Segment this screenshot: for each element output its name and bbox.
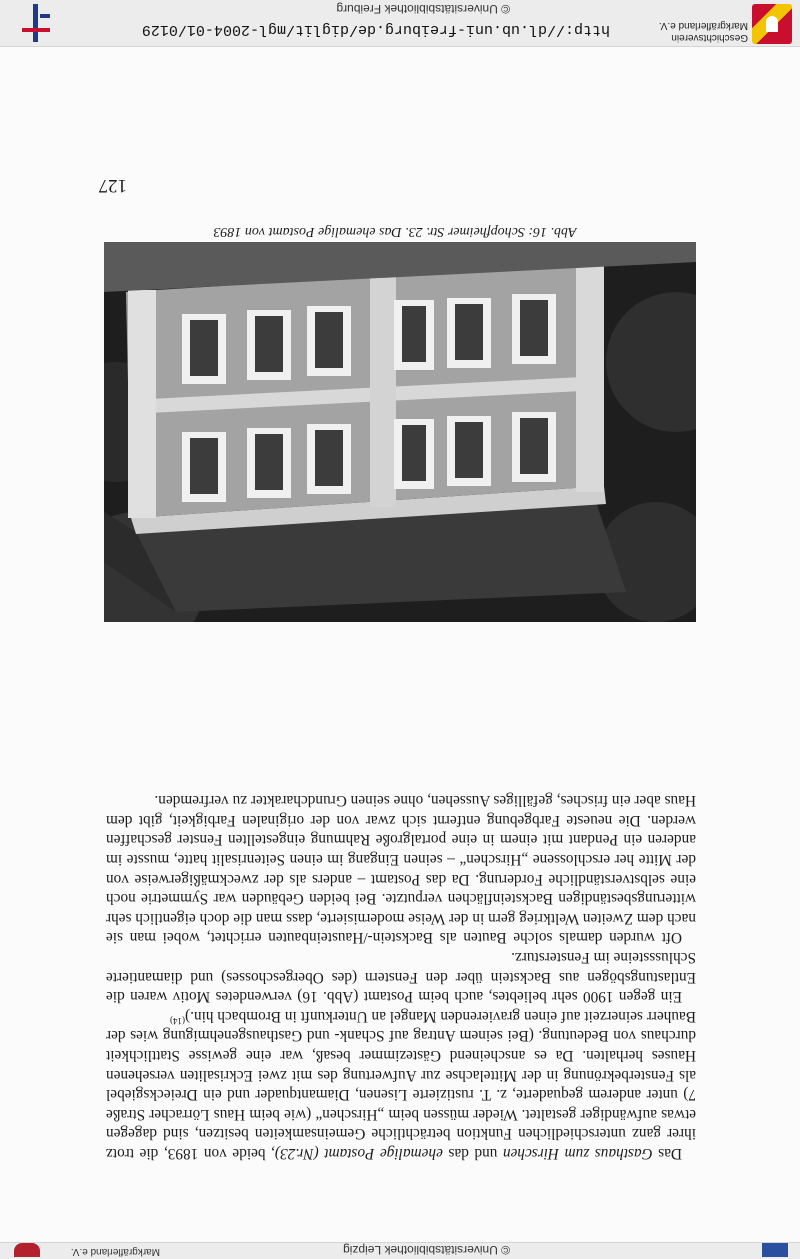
society-crest-icon [752, 4, 792, 44]
figure-photo-postamt [104, 242, 696, 622]
text-run: Das [652, 1145, 682, 1162]
top-repository-strip [0, 1242, 800, 1259]
permalink-url[interactable]: http://dl.ub.uni-freiburg.de/diglit/mgl-2004-01/0129 [141, 21, 610, 38]
footer-copyright: © Universitätsbibliothek Freiburg [336, 2, 510, 16]
text-run: Gasthaus zum Hirschen [502, 1145, 653, 1162]
text-run: ehemalige Postamt (Nr.23) [274, 1145, 443, 1162]
body-paragraph [106, 1006, 696, 1163]
text-run: und das [442, 1145, 503, 1162]
society-line-2: Markgräflerland e.V. [658, 20, 748, 31]
text-run: Ein gegen 1900 sehr beliebtes, auch beim Postamt (Abb. 16) verwendetes Motiv waren die Entlastungsbögen aus Backstein über den Fenstern (des Obergeschosses) und diamantierte Schlusssteine im Fenstersturz. [106, 949, 696, 1006]
page-number: 127 [98, 175, 127, 196]
society-line-1: Geschichtsverein [671, 32, 748, 43]
body-text [106, 791, 696, 1163]
body-paragraph [106, 947, 696, 1006]
footnote-marker: (14) [170, 1015, 186, 1026]
society-crest-icon [14, 1243, 40, 1257]
bottom-repository-strip [0, 0, 800, 47]
university-library-logo-icon [22, 4, 50, 42]
header-society: Markgräflerland e.V. [70, 1246, 160, 1257]
figure-caption [200, 223, 590, 239]
header-copyright: © Universitätsbibliothek Leipzig [343, 1243, 510, 1257]
text-run: , beide von 1893, die trotz ihrer ganz unterschiedlichen Funktion beträchtliche Gemeinsamkeiten besitzen, sind dagegen etwas aufwändiger gestaltet. Wieder müssen beim „Hirschen“ (wie beim Haus Lörracher Straße 7) unter anderem gequaderte, z. T. rustizierte Lisenen, Diamantquader und ein Dreiecksgiebel als Fensterbekrönung in der Mittelachse zur Aufwertung des mit zwei Eckrisaliten versehenen Hauses herhalten. Da es anscheinend Gästezimmer besaß, war eine gewisse Stattlichkeit durchaus von Bedeutung. (Bei seinem Antrag auf Schank- und Gasthausgenehmigung wies der Bauherr seinerzeit auf einen gravierenden Mangel an Unterkunft in Brombach hin.) [105, 1007, 696, 1162]
body-paragraph [106, 791, 696, 948]
text-run: Oft wurden damals solche Bauten als Backstein-/Hausteinbauten errichtet, wobei man sie nach dem Zweiten Weltkrieg gern in der Weise modernisierte, dass man die doch eigentlich sehr witterungsbeständigen Backsteinflächen verputzte. Bei beiden Gebäuden war Symmetrie noch eine selbstverständliche Forderung. Da das Postamt – anders als der zweckmäßigerweise von der Mitte her erschlossene „Hirschen“ – seinen Eingang im einen Seitenrisalit hatte, musste im anderen ein Pendant mit einem in eine portalgroße Rahmung eingestellten Fenster geschaffen werden. Die neueste Farbgebung entfernt sich zwar von der originalen Farbigkeit, gibt dem Haus aber ein frisches, gefälliges Aussehen, ohne seinen Grundcharakter zu verfremden. [106, 792, 696, 947]
library-logo-icon [762, 1243, 788, 1257]
caption-label: Abb. 16: [528, 224, 577, 239]
caption-text: Schopfheimer Str. 23. Das ehemalige Postamt von 1893 [213, 224, 525, 239]
footer-society [659, 19, 748, 43]
